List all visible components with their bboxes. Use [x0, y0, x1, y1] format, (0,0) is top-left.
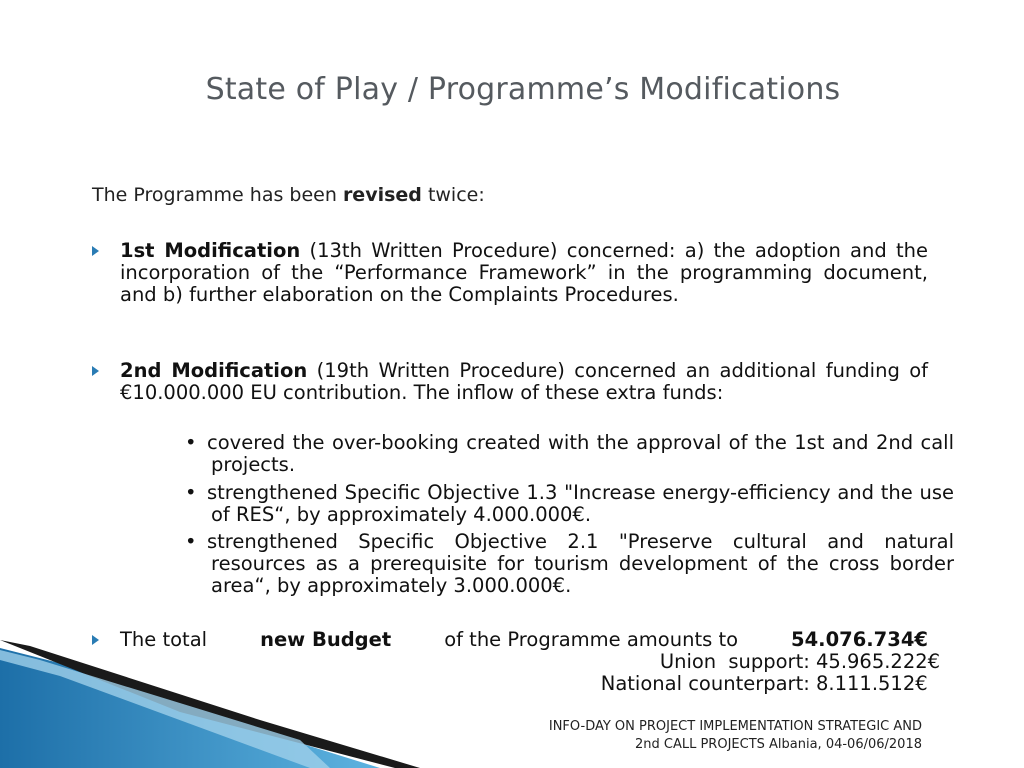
- union-support-row: [120, 650, 941, 673]
- intro-after: twice:: [427, 184, 485, 206]
- bullet-dot-icon: •: [185, 431, 197, 454]
- arrow-bullet-icon: [92, 635, 99, 645]
- bullet-dot-icon: •: [185, 530, 197, 553]
- sub-item-text: covered the over-booking created with the approval of the 1st and 2nd call projects.: [207, 431, 954, 476]
- arrow-bullet-icon: [92, 246, 99, 256]
- modification-1-text: (13th Written Procedure) concerned: a) the adoption and the incorporation of the “Performance Framework” in the programming document, and b) further elaboration on the Complaints Procedures.: [120, 239, 929, 306]
- sub-item-1: [185, 432, 954, 476]
- modification-2-label: 2nd Modification: [120, 359, 308, 382]
- footer: [549, 718, 922, 754]
- slide-title: State of Play / Programme’s Modifications: [205, 72, 841, 107]
- national-counterpart-label: National counterpart:: [600, 672, 810, 695]
- intro-text: [92, 184, 485, 206]
- intro-before: The Programme has been: [92, 184, 337, 206]
- union-support-label: Union support:: [659, 650, 810, 673]
- modification-1: [120, 240, 928, 306]
- modification-2-text: (19th Written Procedure) concerned an additional funding of €10.000.000 EU contribution. The inflow of these extra funds:: [120, 359, 928, 404]
- national-counterpart-value: 8.111.512€: [816, 672, 928, 695]
- sub-item-text: strengthened Specific Objective 1.3 "Increase energy-efficiency and the use of RES“, by approximately 4.000.000€.: [207, 481, 954, 526]
- bullet-dot-icon: •: [185, 481, 197, 504]
- sub-item-3: [185, 531, 954, 597]
- budget-total-line: [120, 629, 928, 651]
- budget-middle: of the Programme amounts to: [444, 628, 739, 651]
- modification-2: [120, 360, 928, 404]
- footer-line-1: INFO-DAY ON PROJECT IMPLEMENTATION STRATEGIC AND: [548, 719, 922, 734]
- budget-bold: new Budget: [260, 628, 392, 651]
- budget-block: [120, 628, 941, 695]
- budget-prefix: The total: [120, 628, 208, 651]
- sub-item-text: strengthened Specific Objective 2.1 "Preserve cultural and natural resources as a prerequisite for tourism development of the cross border area“, by approximately 3.000.000€.: [207, 530, 954, 597]
- sub-item-2: [185, 482, 954, 526]
- footer-line-2: 2nd CALL PROJECTS Albania, 04-06/06/2018: [634, 737, 922, 752]
- national-counterpart-row: [120, 673, 928, 695]
- arrow-bullet-icon: [92, 366, 99, 376]
- modification-1-label: 1st Modification: [120, 239, 301, 262]
- intro-bold: revised: [342, 184, 422, 206]
- budget-total-value: 54.076.734€: [791, 628, 928, 651]
- union-support-value: 45.965.222€: [816, 650, 941, 673]
